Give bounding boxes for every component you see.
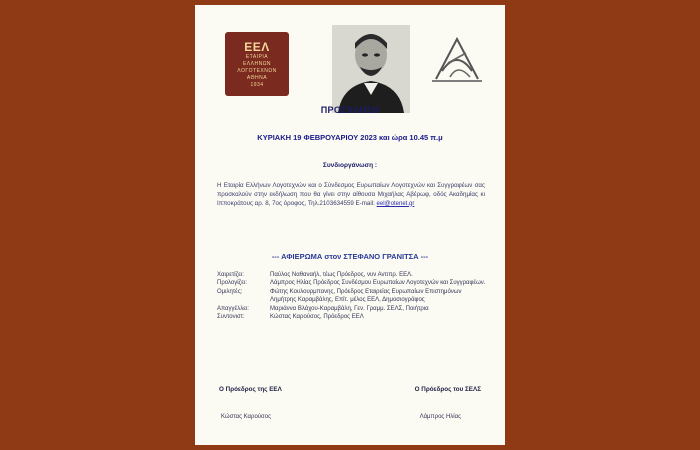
program-person: Λημήτρης Καραμβάλης, Επίτ. μέλος ΕΕΛ, Δημοσιογράφος bbox=[270, 297, 425, 304]
sels-president-title: Ο Πρόεδρος του ΣΕΛΣ bbox=[414, 386, 481, 393]
sels-president-name: Λάμπρος Ηλίας bbox=[419, 414, 461, 420]
program-person: Παύλος Ναθαναήλ, τέως Πρόεδρος, νυν Αντιπρ. ΕΕΛ. bbox=[270, 272, 413, 278]
logo-line: ΕΛΛΗΝΩΝ bbox=[242, 60, 272, 67]
invitation-text bbox=[217, 182, 485, 208]
intro-paragraph: Η Εταιρία Ελλήνων Λογοτεχνών και ο Σύνδεσμος Ευρωπαίων Λογοτεχνών και Συγγραφέων σας προσκαλούν στην εκδήλωση που θα γίνει στην αίθουσα Μιχαήλας Αβέρωφ, οδός Ακαδημίας κι Ιπποκράτους αρ. 8, 7ος όροφος, Τηλ.2103634559 E-mail: bbox=[217, 182, 485, 207]
eel-president-name: Κώστας Καρούσος bbox=[221, 414, 271, 420]
eel-logo bbox=[225, 32, 289, 96]
program-row bbox=[217, 313, 487, 321]
logo-acronym: ΕΕΛ bbox=[244, 39, 270, 54]
program-person: Φώτης Κουλουρμπανης, Πρόεδρος Εταιρείας Ευρωπαίων Επιστημόνων bbox=[270, 288, 462, 295]
program-row bbox=[217, 271, 487, 279]
contact-email[interactable]: eel@otenet.gr bbox=[376, 200, 415, 207]
program-role: Χαιρετίζει: bbox=[217, 272, 244, 278]
eel-president-title: Ο Πρόεδρος της ΕΕΛ bbox=[219, 386, 282, 393]
program-row bbox=[217, 305, 487, 313]
program-person: Κώστας Καρούσος, Πρόεδρος ΕΕΛ bbox=[270, 314, 364, 321]
collaboration-label: Συνδιοργάνωση : bbox=[322, 162, 378, 169]
logo-line: ΛΟΓΟΤΕΧΝΩΝ bbox=[237, 67, 277, 74]
program-person: Μαριάννα Βλάχου-Καραμβάλη, Γεν. Γραμμ. ΣΕΛΣ, Ποιήτρια bbox=[270, 305, 429, 312]
program-role bbox=[217, 296, 270, 304]
program-row bbox=[217, 279, 487, 287]
program-role: Συντονιστ: bbox=[217, 314, 245, 321]
signatory-names bbox=[219, 414, 481, 420]
program-role: Ομιλητές: bbox=[217, 288, 243, 295]
tribute-heading: --- ΑΦΙΕΡΩΜΑ στον ΣΤΕΦΑΝΟ ΓΡΑΝΙΤΣΑ --- bbox=[271, 252, 429, 261]
logo-line: ΑΘΗΝΑ bbox=[246, 74, 268, 81]
event-date: ΚΥΡΙΑΚΗ 19 ΦΕΒΡΟΥΑΡΙΟΥ 2023 και ώρα 10.45 π.μ bbox=[257, 133, 443, 142]
sels-logo bbox=[428, 33, 486, 85]
portrait-photo bbox=[332, 25, 410, 113]
program-role: Προλογίζει: bbox=[217, 280, 247, 287]
signatory-titles bbox=[219, 386, 481, 393]
invitation-title: ΠΡΟΣΚΛΗΣΗ bbox=[320, 105, 380, 115]
invitation-document bbox=[195, 5, 505, 445]
event-program bbox=[217, 271, 487, 321]
logo-line: ΕΤΑΙΡΙΑ bbox=[245, 53, 269, 60]
program-role: Απαγγέλλει: bbox=[217, 305, 249, 312]
program-row bbox=[217, 296, 487, 304]
program-row bbox=[217, 288, 487, 296]
logo-year: 1934 bbox=[250, 81, 264, 88]
program-person: Λάμπρος Ηλίας Πρόεδρος Συνδέσμου Ευρωπαίων Λογοτεχνών και Συγγραφέων. bbox=[270, 280, 486, 287]
